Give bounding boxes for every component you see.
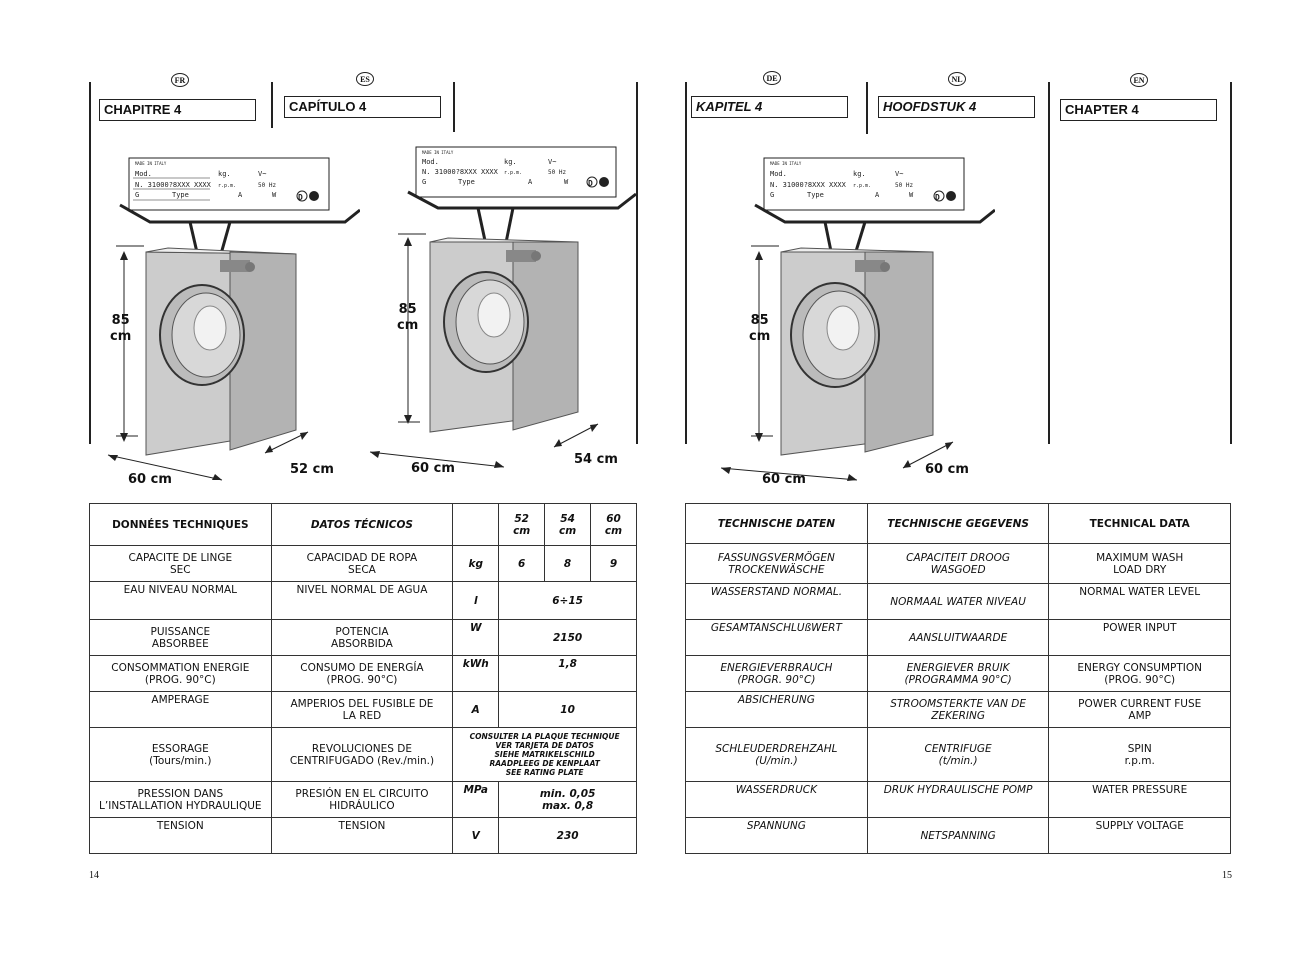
table-header-row bbox=[90, 504, 637, 546]
table-row: ENERGIEVERBRAUCH (PROGR. 90°C) ENERGIEVER BRUIK (PROGRAMMA 90°C) ENERGY CONSUMPTION (PROG. 90°C) bbox=[686, 656, 1231, 692]
table-row: EAU NIVEAU NORMAL NIVEL NORMAL DE AGUA l 6÷15 bbox=[90, 582, 637, 620]
dim-height-es: 85 cm bbox=[397, 302, 419, 333]
chapter-title-en: CHAPTER 4 bbox=[1060, 99, 1217, 121]
dim-height-de: 85 cm bbox=[749, 313, 771, 344]
chapter-title-es: CAPÍTULO 4 bbox=[284, 96, 441, 118]
plate-a: A bbox=[875, 191, 880, 199]
dim-width-es: 60 cm bbox=[411, 461, 455, 476]
table-row: ABSICHERUNG STROOMSTERKTE VAN DE ZEKERING POWER CURRENT FUSE AMP bbox=[686, 692, 1231, 728]
header-60cm: 60 cm bbox=[591, 504, 637, 546]
rating-plate-icon bbox=[129, 158, 329, 210]
plate-type: Type bbox=[458, 178, 475, 186]
table-row: GESAMTANSCHLUßWERT AANSLUITWAARDE POWER INPUT bbox=[686, 620, 1231, 656]
right-margin-line bbox=[685, 82, 687, 444]
dim-height-fr: 85 cm bbox=[110, 313, 132, 344]
header-es: DATOS TÉCNICOS bbox=[271, 504, 453, 546]
plate-g: G bbox=[770, 191, 775, 199]
header-fr: DONNÉES TECHNIQUES bbox=[90, 504, 272, 546]
tech-data-table-right bbox=[685, 503, 1231, 854]
plate-type: Type bbox=[172, 191, 189, 199]
plate-mod: Mod. bbox=[422, 158, 439, 166]
header-de: TECHNISCHE DATEN bbox=[686, 504, 868, 544]
plate-g: G bbox=[135, 191, 140, 199]
plate-serial: N. 31000?8XXX XXXX bbox=[135, 181, 211, 189]
tech-data-table-left bbox=[89, 503, 637, 854]
chapter-title-de: KAPITEL 4 bbox=[691, 96, 848, 118]
flag-nl-icon: NL bbox=[948, 72, 966, 86]
plate-v: V~ bbox=[258, 170, 267, 178]
flag-fr-icon: FR bbox=[171, 73, 189, 87]
plate-a: A bbox=[528, 178, 533, 186]
header-en: TECHNICAL DATA bbox=[1049, 504, 1231, 544]
plate-serial: N. 31000?8XXX XXXX bbox=[422, 168, 498, 176]
table-row: SCHLEUDERDREHZAHL (U/min.) CENTRIFUGE (t/min.) SPIN r.p.m. bbox=[686, 728, 1231, 782]
plate-rpm: r.p.m. bbox=[504, 170, 523, 176]
plate-mod: Mod. bbox=[770, 170, 787, 178]
plate-v: V~ bbox=[548, 158, 557, 166]
right-page-right-line bbox=[1230, 82, 1232, 444]
chapter-title-nl: HOOFDSTUK 4 bbox=[878, 96, 1035, 118]
table-row: PUISSANCE ABSORBEE POTENCIA ABSORBIDA W 2150 bbox=[90, 620, 637, 656]
page-number-right: 15 bbox=[1222, 870, 1232, 881]
plate-w: W bbox=[564, 178, 569, 186]
column-divider-fr-es bbox=[271, 82, 273, 128]
table-row: SPANNUNG NETSPANNING SUPPLY VOLTAGE bbox=[686, 818, 1231, 854]
table-row: AMPERAGE AMPERIOS DEL FUSIBLE DE LA RED A 10 bbox=[90, 692, 637, 728]
plate-w: W bbox=[272, 191, 277, 199]
header-54cm: 54 cm bbox=[545, 504, 591, 546]
see-rating-plate-note: CONSULTER LA PLAQUE TECHNIQUE VER TARJETA DE DATOS SIEHE MATRIKELSCHILD RAADPLEEG DE KENPLAAT SEE RATING PLATE bbox=[453, 728, 637, 782]
plate-type: Type bbox=[807, 191, 824, 199]
table-row: CAPACITE DE LINGE SEC CAPACIDAD DE ROPA SECA kg 6 8 9 bbox=[90, 546, 637, 582]
header-unit bbox=[453, 504, 499, 546]
plate-v: V~ bbox=[895, 170, 904, 178]
plate-w: W bbox=[909, 191, 914, 199]
rating-plate-icon bbox=[416, 147, 616, 197]
plate-d: D bbox=[588, 179, 593, 188]
plate-hz: 50 Hz bbox=[548, 169, 567, 176]
plate-made-in: MADE IN ITALY bbox=[422, 150, 454, 155]
plate-d: D bbox=[935, 193, 940, 202]
column-divider-de-nl bbox=[866, 82, 868, 134]
page-number-left: 14 bbox=[89, 870, 99, 881]
plate-mod: Mod. bbox=[135, 170, 152, 178]
column-divider-nl-en bbox=[1048, 82, 1050, 444]
dim-depth-de: 60 cm bbox=[925, 462, 969, 477]
header-nl: TECHNISCHE GEGEVENS bbox=[867, 504, 1049, 544]
plate-kg: kg. bbox=[853, 170, 866, 178]
table-header-row bbox=[686, 504, 1231, 544]
plate-rpm: r.p.m. bbox=[853, 183, 872, 189]
plate-serial: N. 31000?8XXX XXXX bbox=[770, 181, 846, 189]
plate-kg: kg. bbox=[218, 170, 231, 178]
dim-depth-es: 54 cm bbox=[574, 452, 618, 467]
plate-rpm: r.p.m. bbox=[218, 183, 237, 189]
dim-width-de: 60 cm bbox=[762, 472, 806, 487]
plate-g: G bbox=[422, 178, 427, 186]
plate-d: D bbox=[298, 193, 303, 202]
table-row: FASSUNGSVERMÖGEN TROCKENWÄSCHE CAPACITEIT DROOG WASGOED MAXIMUM WASH LOAD DRY bbox=[686, 544, 1231, 584]
table-row: CONSOMMATION ENERGIE (PROG. 90°C) CONSUMO DE ENERGÍA (PROG. 90°C) kWh 1,8 bbox=[90, 656, 637, 692]
plate-hz: 50 Hz bbox=[895, 182, 914, 189]
plate-a: A bbox=[238, 191, 243, 199]
plate-made-in: MADE IN ITALY bbox=[135, 161, 167, 166]
plate-made-in: MADE IN ITALY bbox=[770, 161, 802, 166]
column-divider-es bbox=[453, 82, 455, 132]
chapter-title-fr: CHAPITRE 4 bbox=[99, 99, 256, 121]
rating-plate-icon bbox=[764, 158, 964, 210]
header-52cm: 52 cm bbox=[499, 504, 545, 546]
table-row: TENSION TENSION V 230 bbox=[90, 818, 637, 854]
dim-width-fr: 60 cm bbox=[128, 472, 172, 487]
plate-kg: kg. bbox=[504, 158, 517, 166]
plate-hz: 50 Hz bbox=[258, 182, 277, 189]
dim-depth-fr: 52 cm bbox=[290, 462, 334, 477]
table-row: ESSORAGE (Tours/min.) REVOLUCIONES DE CENTRIFUGADO (Rev./min.) CONSULTER LA PLAQUE TECHNIQUE VER TARJETA DE DATOS SIEHE MATRIKELSCHILD RAADPLEEG DE KENPLAAT SEE RATING PLATE bbox=[90, 728, 637, 782]
table-row: WASSERSTAND NORMAL. NORMAAL WATER NIVEAU NORMAL WATER LEVEL bbox=[686, 584, 1231, 620]
table-row: WASSERDRUCK DRUK HYDRAULISCHE POMP WATER PRESSURE bbox=[686, 782, 1231, 818]
table-row: PRESSION DANS L’INSTALLATION HYDRAULIQUE PRESIÓN EN EL CIRCUITO HIDRÁULICO MPa min. 0,05 max. 0,8 bbox=[90, 782, 637, 818]
flag-es-icon: ES bbox=[356, 72, 374, 86]
flag-en-icon: EN bbox=[1130, 73, 1148, 87]
flag-de-icon: DE bbox=[763, 71, 781, 85]
